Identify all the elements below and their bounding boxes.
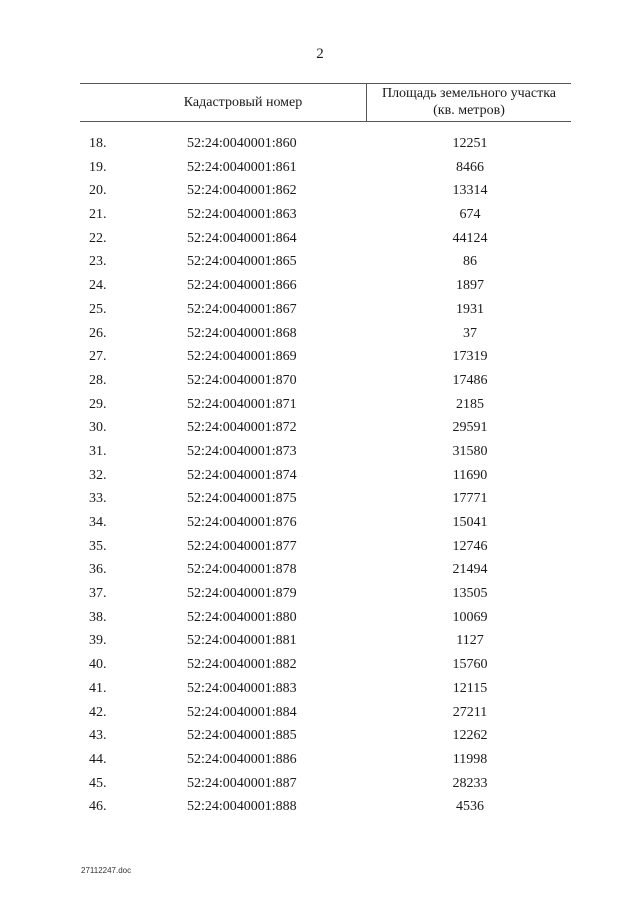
table-row <box>0 394 640 418</box>
land-area-value: 4536 <box>456 799 484 815</box>
land-area-value: 86 <box>463 254 477 270</box>
land-area-value: 17319 <box>452 349 488 365</box>
land-area-value: 10069 <box>452 609 488 625</box>
row-number: 32. <box>89 467 107 483</box>
row-number: 19. <box>89 159 107 175</box>
land-area-value: 37 <box>463 325 477 341</box>
row-number: 28. <box>89 372 107 388</box>
land-area-value: 17486 <box>452 372 488 388</box>
row-number: 40. <box>89 657 107 673</box>
row-number: 33. <box>89 491 107 507</box>
row-number: 42. <box>89 704 107 720</box>
land-area-value: 13505 <box>452 586 488 602</box>
table-row <box>0 275 640 299</box>
row-number: 22. <box>89 230 107 246</box>
table-row <box>0 654 640 678</box>
cadastral-number: 52:24:0040001:865 <box>187 254 297 270</box>
row-number: 21. <box>89 207 107 223</box>
table-row <box>0 299 640 323</box>
cadastral-number: 52:24:0040001:873 <box>187 443 297 459</box>
table-row <box>0 346 640 370</box>
cadastral-number: 52:24:0040001:884 <box>187 704 297 720</box>
cadastral-number: 52:24:0040001:879 <box>187 586 297 602</box>
row-number: 41. <box>89 680 107 696</box>
table-row <box>0 630 640 654</box>
table-row <box>0 133 640 157</box>
cadastral-number: 52:24:0040001:872 <box>187 420 297 436</box>
row-number: 30. <box>89 420 107 436</box>
land-area-value: 12262 <box>452 728 488 744</box>
land-area-value: 12746 <box>452 538 488 554</box>
table-row <box>0 157 640 181</box>
cadastral-number: 52:24:0040001:866 <box>187 278 297 294</box>
row-number: 24. <box>89 278 107 294</box>
land-area-value: 8466 <box>456 159 484 175</box>
table-row <box>0 773 640 797</box>
cadastral-number: 52:24:0040001:861 <box>187 159 297 175</box>
row-number: 44. <box>89 751 107 767</box>
column-header-land-area <box>367 85 571 119</box>
cadastral-number: 52:24:0040001:869 <box>187 349 297 365</box>
cadastral-number: 52:24:0040001:886 <box>187 751 297 767</box>
column-header-cadastral-number: Кадастровый номер <box>183 95 303 110</box>
table-row <box>0 370 640 394</box>
row-number: 35. <box>89 538 107 554</box>
row-number: 39. <box>89 633 107 649</box>
cadastral-number: 52:24:0040001:882 <box>187 657 297 673</box>
row-number: 46. <box>89 799 107 815</box>
row-number: 45. <box>89 775 107 791</box>
land-area-value: 1931 <box>456 301 484 317</box>
land-area-value: 17771 <box>452 491 488 507</box>
cadastral-number: 52:24:0040001:883 <box>187 680 297 696</box>
table-row <box>0 725 640 749</box>
column-header-land-area-line1: Площадь земельного участка <box>381 86 557 101</box>
land-area-value: 13314 <box>452 183 488 199</box>
row-number: 26. <box>89 325 107 341</box>
row-number: 34. <box>89 515 107 530</box>
row-number: 20. <box>89 183 107 199</box>
row-number: 25. <box>89 301 107 317</box>
table-row <box>0 180 640 204</box>
cadastral-number: 52:24:0040001:871 <box>187 396 297 412</box>
table-row <box>0 702 640 726</box>
land-area-value: 11998 <box>452 751 488 767</box>
land-area-value: 12251 <box>452 136 488 151</box>
row-number: 37. <box>89 586 107 602</box>
page-number: 2 <box>316 46 324 62</box>
table-row <box>0 536 640 560</box>
table-row <box>0 204 640 228</box>
table-row <box>0 323 640 347</box>
land-area-value: 29591 <box>452 420 488 436</box>
cadastral-number: 52:24:0040001:885 <box>187 728 297 744</box>
table-row <box>0 417 640 441</box>
land-area-value: 11690 <box>452 467 488 483</box>
footer-filename: 27112247.doc <box>81 866 132 875</box>
cadastral-number: 52:24:0040001:870 <box>187 372 297 388</box>
row-number: 43. <box>89 728 107 744</box>
cadastral-number: 52:24:0040001:868 <box>187 325 297 341</box>
table-row <box>0 228 640 252</box>
table-row <box>0 796 640 820</box>
table-row <box>0 251 640 275</box>
land-area-value: 15041 <box>452 515 488 530</box>
table-row <box>0 559 640 583</box>
land-area-value: 21494 <box>452 562 488 578</box>
cadastral-number: 52:24:0040001:864 <box>187 230 297 246</box>
table-row <box>0 512 640 536</box>
table-row <box>0 583 640 607</box>
row-number: 18. <box>89 136 107 151</box>
cadastral-number: 52:24:0040001:860 <box>187 136 297 151</box>
land-area-value: 27211 <box>452 704 488 720</box>
row-number: 27. <box>89 349 107 365</box>
cadastral-number: 52:24:0040001:881 <box>187 633 297 649</box>
column-header-land-area-line2: (кв. метров) <box>433 103 505 118</box>
cadastral-number: 52:24:0040001:887 <box>187 775 297 791</box>
land-area-value: 12115 <box>452 680 488 696</box>
row-number: 38. <box>89 609 107 625</box>
cadastral-number: 52:24:0040001:877 <box>187 538 297 554</box>
table-row <box>0 607 640 631</box>
row-number: 29. <box>89 396 107 412</box>
land-area-value: 1897 <box>456 278 484 294</box>
cadastral-number: 52:24:0040001:874 <box>187 467 297 483</box>
land-area-value: 15760 <box>452 657 488 673</box>
cadastral-number: 52:24:0040001:862 <box>187 183 297 199</box>
cadastral-number: 52:24:0040001:880 <box>187 609 297 625</box>
table-row <box>0 678 640 702</box>
table-row <box>0 488 640 512</box>
cadastral-number: 52:24:0040001:878 <box>187 562 297 578</box>
table-header <box>80 83 571 122</box>
cadastral-number: 52:24:0040001:876 <box>187 515 297 530</box>
cadastral-number: 52:24:0040001:867 <box>187 301 297 317</box>
land-area-value: 1127 <box>456 633 484 649</box>
row-number: 36. <box>89 562 107 578</box>
land-area-value: 31580 <box>452 443 488 459</box>
table-body <box>0 133 640 820</box>
land-area-value: 2185 <box>456 396 484 412</box>
cadastral-number: 52:24:0040001:875 <box>187 491 297 507</box>
land-area-value: 674 <box>459 207 481 223</box>
land-area-value: 28233 <box>452 775 488 791</box>
land-area-value: 44124 <box>452 230 488 246</box>
table-row <box>0 749 640 773</box>
table-row <box>0 465 640 489</box>
table-row <box>0 441 640 465</box>
row-number: 31. <box>89 443 107 459</box>
cadastral-number: 52:24:0040001:863 <box>187 207 297 223</box>
row-number: 23. <box>89 254 107 270</box>
cadastral-number: 52:24:0040001:888 <box>187 799 297 815</box>
